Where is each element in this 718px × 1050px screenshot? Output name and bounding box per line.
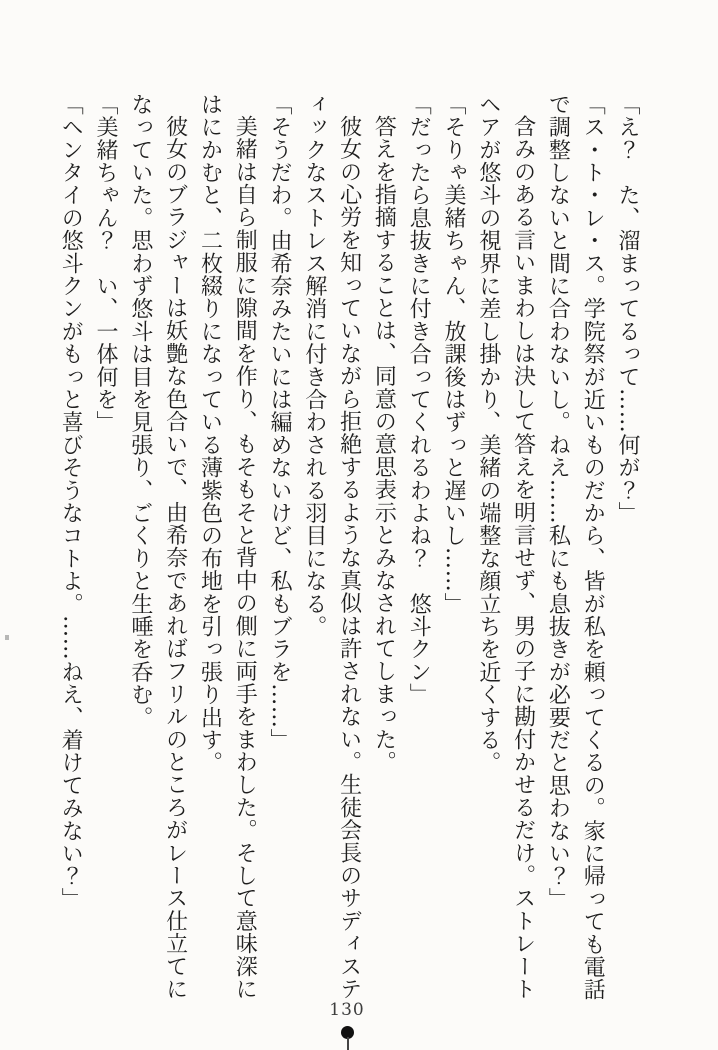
text-line: 彼女のブラジャーは妖艶な色合いで、由希奈であればフリルのところがレース仕立てに bbox=[162, 115, 188, 1001]
text-line: 「美緒ちゃん？ い、一体何を」 bbox=[93, 93, 119, 434]
text-line: 「え？ た、溜まってるって……何が？」 bbox=[615, 93, 640, 525]
text-line: 「ス・ト・レ・ス。学院祭が近いものだから、皆が私を頼ってくるの。家に帰っても電話 bbox=[580, 93, 606, 1001]
text-line: 答えを指摘することは、同意の意思表示とみなされてしまった。 bbox=[371, 115, 397, 774]
text-line: ィックなストレス解消に付き合わされる羽目になる。 bbox=[301, 93, 327, 638]
text-line: 美緒は自ら制服に隙間を作り、もそもそと背中の側に両手をまわした。そして意味深に bbox=[232, 115, 258, 1001]
text-line: 「そりゃ美緒ちゃん、放課後はずっと遅いし……」 bbox=[441, 93, 467, 616]
text-line: 含みのある言いまわしは決して答えを明言せず、男の子に勘付かせるだけ。ストレート bbox=[510, 115, 536, 1001]
text-line: なっていた。思わず悠斗は目を見張り、ごくりと生唾を呑む。 bbox=[127, 93, 153, 729]
text-line: 「だったら息抜きに付き合ってくれるわよね？ 悠斗クン」 bbox=[406, 93, 432, 706]
text-line: 「ヘンタイの悠斗クンがもっと喜びそうなコトよ。……ねえ、着けてみない？」 bbox=[58, 93, 84, 911]
text-line: 彼女の心労を知っていながら拒絶するような真似は許されない。生徒会長のサディステ bbox=[336, 115, 362, 1001]
scan-artifact bbox=[5, 635, 9, 640]
text-line: で調整しないと間に合わないし。ねえ……私にも息抜きが必要だと思わない？」 bbox=[545, 93, 571, 911]
pin-line-icon bbox=[347, 1037, 349, 1050]
page-number: 130 bbox=[329, 1000, 365, 1020]
text-line: ヘアが悠斗の視界に差し掛かり、美緒の端整な顔立ちを近くする。 bbox=[475, 93, 501, 774]
text-line: 「そうだわ。由希奈みたいには編めないけど、私もブラを……」 bbox=[267, 93, 293, 752]
text-line: はにかむと、二枚綴りになっている薄紫色の布地を引っ張り出す。 bbox=[197, 93, 223, 774]
body-text bbox=[52, 93, 644, 1015]
pin-marker bbox=[341, 1026, 355, 1050]
